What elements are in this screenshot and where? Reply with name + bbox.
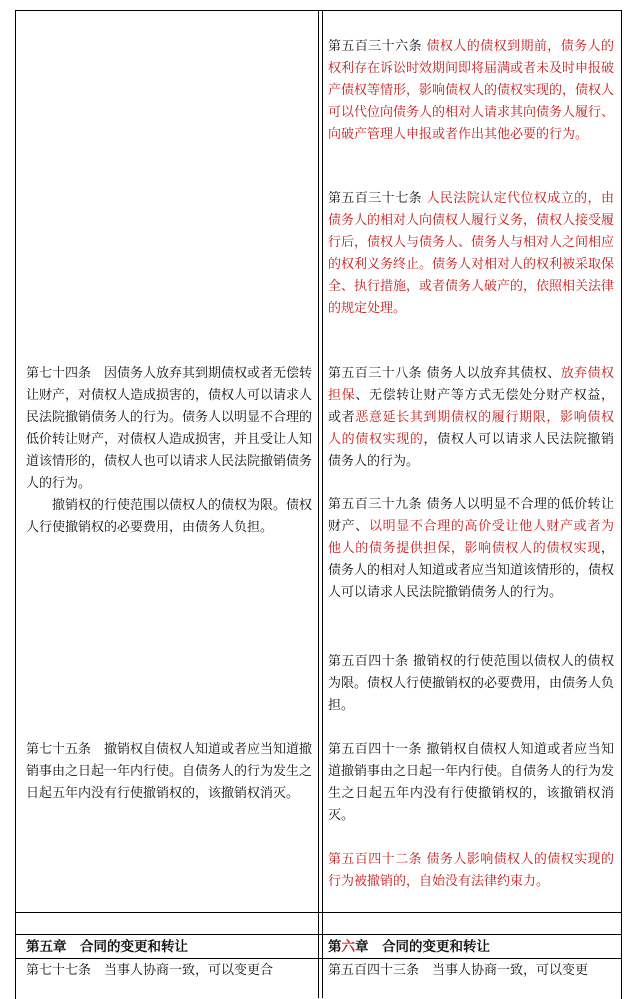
chapter-heading: 第五章 合同的变更和转让	[26, 939, 188, 955]
row-divider	[15, 958, 621, 959]
article-537	[328, 188, 614, 320]
article-text: ，债权人可以请求人民法院撤销债务人的行为。	[328, 432, 614, 469]
article-text-changed: 恶意延长其到期债权的履行期限，影响债权人的债权实现的	[328, 410, 614, 447]
article-number: 第五百三十七条	[328, 191, 422, 206]
row-divider	[15, 912, 621, 913]
article-number: 第五百三十八条	[328, 366, 422, 381]
article-number: 第五百四十条	[328, 654, 409, 669]
article-540	[328, 651, 614, 717]
article-text: ，债务人的相对人知道或者应当知道该情形的，债权人可以请求人民法院撤销债务人的行为。	[328, 541, 615, 600]
article-77: 第七十七条 当事人协商一致，可以变更合	[26, 963, 274, 978]
article-text: 撤销权自债权人知道或者应当知道撤销事由之日起一年内行使。自债务人的行为发生之日起五年内没有行使撤销权的，该撤销权消灭。	[328, 742, 615, 823]
article-74-para-2: 撤销权的行使范围以债权人的债权为限。债权人行使撤销权的必要费用，由债务人负担。	[26, 498, 313, 535]
article-text: 债务人以放弃其债权、	[426, 366, 561, 381]
chapter-heading: 第六章 合同的变更和转让	[328, 939, 490, 955]
article-text-changed: 人民法院认定代位权成立的，由债务人的相对人向债权人履行义务，债权人接受履行后，债权人与债务人、债务人与相对人之间相应的权利义务终止。债务人对相对人的权利被采取保全、执行措施，或者债务人破产的，依照相关法律的规定处理。	[328, 191, 615, 316]
chapter-number-changed: 六	[341, 939, 355, 955]
column-divider	[318, 10, 323, 998]
article-75: 第七十五条 撤销权自债权人知道或者应当知道撤销事由之日起一年内行使。自债务人的行为发生之日起五年内没有行使撤销权的，该撤销权消灭。	[26, 742, 313, 801]
article-text-changed: 债务人影响债权人的债权实现的行为被撤销的，自始没有法律约束力。	[328, 852, 614, 889]
article-text-changed: 放弃债权担保	[328, 366, 614, 403]
article-539	[328, 494, 614, 604]
article-542	[328, 849, 614, 893]
article-74	[26, 363, 312, 539]
article-number: 第五百四十二条	[328, 852, 422, 867]
article-text-changed: 债权人的债权到期前，债务人的权利存在诉讼时效期间即将届满或者未及时申报破产债权等情形，影响债权人的债权实现的，债权人可以代位向债务人的相对人请求其向债务人履行、向破产管理人申报或者作出其他必要的行为。	[328, 39, 615, 142]
row-divider	[15, 934, 621, 935]
article-number: 第五百三十九条	[328, 497, 422, 512]
article-text: 、无偿转让财产等方式无偿处分财产权益，或者	[328, 388, 614, 425]
article-538	[328, 363, 614, 473]
article-number: 第五百四十一条	[328, 742, 422, 757]
article-number: 第五百三十六条	[328, 39, 422, 54]
article-536	[328, 36, 614, 146]
article-text: 撤销权的行使范围以债权人的债权为限。债权人行使撤销权的必要费用，由债务人负担。	[328, 654, 615, 713]
article-543: 第五百四十三条 当事人协商一致，可以变更	[328, 963, 589, 978]
article-541	[328, 739, 614, 827]
article-text-changed: 以明显不合理的高价受让他人财产或者为他人的债务提供担保，影响债权人的债权实现	[328, 519, 614, 556]
article-text: 债务人以明显不合理的低价转让财产、	[328, 497, 614, 534]
article-74-para-1: 第七十四条 因债务人放弃其到期债权或者无偿转让财产，对债权人造成损害的，债权人可以请求人民法院撤销债务人的行为。债务人以明显不合理的低价转让财产，对债权人造成损害，并且受让人知道该情形的，债权人也可以请求人民法院撤销债务人的行为。	[26, 366, 313, 491]
